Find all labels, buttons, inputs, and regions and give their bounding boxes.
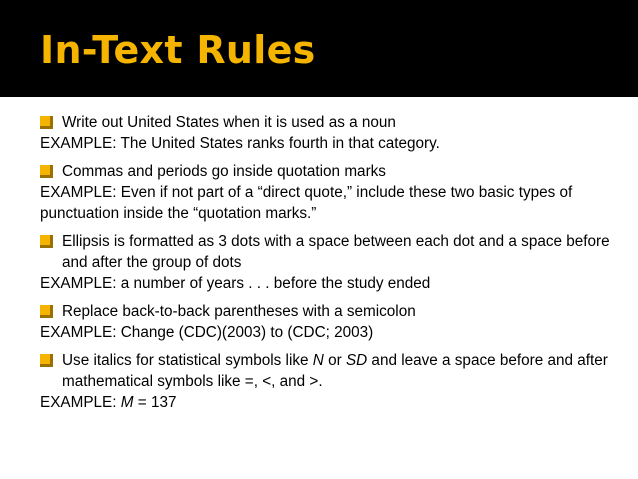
rule-bullet-line — [40, 161, 610, 182]
rule-item — [40, 112, 610, 154]
rule-text: Write out United States when it is used as a noun — [62, 114, 396, 131]
square-bullet-icon — [40, 165, 53, 178]
rule-bullet-line — [40, 231, 610, 273]
rule-item — [40, 350, 610, 413]
rules-list — [40, 112, 610, 420]
slide-title: In-Text Rules — [40, 28, 316, 72]
rule-text: Replace back-to-back parentheses with a semicolon — [62, 303, 416, 320]
rule-example-symbol: M — [120, 394, 134, 411]
rule-example: EXAMPLE: Even if not part of a “direct quote,” include these two basic types of punctuation inside the “quotation marks.” — [40, 184, 573, 222]
square-bullet-icon — [40, 305, 53, 318]
rule-text-symbol: SD — [345, 352, 368, 369]
square-bullet-icon — [40, 116, 53, 129]
rule-text-part: Use italics for statistical symbols like — [62, 352, 313, 369]
rule-bullet-line — [40, 301, 610, 322]
rule-text-part: and leave a space before and after mathematical symbols like =, <, and >. — [62, 352, 608, 390]
square-bullet-icon — [40, 235, 53, 248]
rule-item — [40, 301, 610, 343]
rule-text: Ellipsis is formatted as 3 dots with a space between each dot and a space before and after the group of dots — [62, 233, 610, 271]
rule-text-part: or — [323, 352, 346, 369]
rule-bullet-line — [40, 112, 610, 133]
rule-item — [40, 231, 610, 294]
rule-example: EXAMPLE: a number of years . . . before the study ended — [40, 275, 431, 292]
rule-item — [40, 161, 610, 224]
rule-example: EXAMPLE: Change (CDC)(2003) to (CDC; 2003) — [40, 324, 374, 341]
rule-example — [40, 392, 610, 413]
title-bar — [0, 0, 638, 97]
rule-text: Commas and periods go inside quotation marks — [62, 163, 386, 180]
rule-text-symbol: N — [312, 352, 324, 369]
rule-example-part: = 137 — [133, 394, 177, 411]
rule-example-part: EXAMPLE: — [40, 394, 121, 411]
rule-example: EXAMPLE: The United States ranks fourth in that category. — [40, 135, 440, 152]
square-bullet-icon — [40, 354, 53, 367]
rule-bullet-line — [40, 350, 610, 392]
